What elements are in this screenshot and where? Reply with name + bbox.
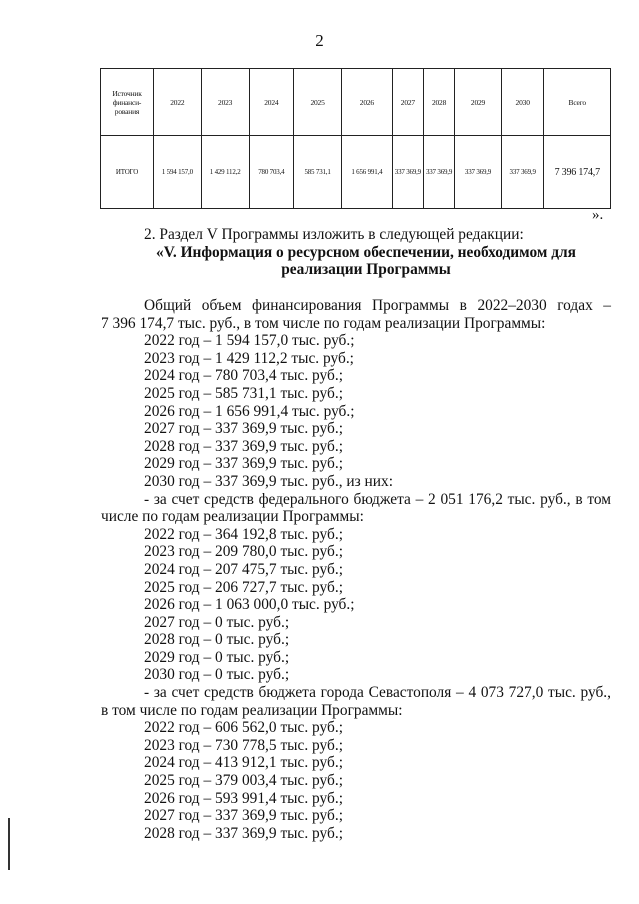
table-cell: 337 369,9	[455, 136, 502, 209]
list-item: 2027 год – 337 369,9 тыс. руб.;	[144, 420, 343, 438]
list-item: 2025 год – 379 003,4 тыс. руб.;	[144, 772, 343, 790]
list-item: 2025 год – 585 731,1 тыс. руб.;	[144, 384, 343, 402]
table-cell: 1 594 157,0	[153, 136, 201, 209]
table-cell: 337 369,9	[423, 136, 454, 209]
list-item: 2022 год – 606 562,0 тыс. руб.;	[144, 719, 343, 737]
list-item: 2029 год – 0 тыс. руб.;	[144, 648, 290, 666]
table-header-cell: 2027	[392, 69, 423, 136]
table-header-cell: Источник финанси-рования	[101, 69, 154, 136]
city-line: в том числе по годам реализации Программы:	[101, 701, 403, 719]
list-item: 2024 год – 207 475,7 тыс. руб.;	[144, 560, 343, 578]
closing-quote: ».	[592, 207, 604, 223]
amendment-line: 2. Раздел V Программы изложить в следующей редакции:	[144, 226, 524, 243]
table-cell: 7 396 174,7	[544, 136, 611, 209]
list-item: 2022 год – 1 594 157,0 тыс. руб.;	[144, 332, 355, 350]
financing-table	[100, 68, 611, 209]
list-item: 2023 год – 209 780,0 тыс. руб.;	[144, 543, 343, 561]
list-item: 2029 год – 337 369,9 тыс. руб.;	[144, 455, 343, 473]
table-header-cell: 2030	[501, 69, 544, 136]
table-header-cell: 2028	[423, 69, 454, 136]
table-cell: 1 429 112,2	[201, 136, 249, 209]
table-cell: ИТОГО	[101, 136, 154, 209]
table-header-cell: 2025	[294, 69, 342, 136]
table-cell: 585 731,1	[294, 136, 342, 209]
list-item: 2024 год – 780 703,4 тыс. руб.;	[144, 367, 343, 385]
federal-line: числе по годам реализации Программы:	[101, 508, 364, 526]
table-row	[101, 136, 611, 209]
list-item: 2028 год – 0 тыс. руб.;	[144, 631, 290, 649]
table-header-cell: 2029	[455, 69, 502, 136]
list-item: 2028 год – 337 369,9 тыс. руб.;	[144, 437, 343, 455]
list-item: 2023 год – 1 429 112,2 тыс. руб.;	[144, 349, 354, 367]
city-line: - за счет средств бюджета города Севастополя – 4 073 727,0 тыс. руб.,	[144, 684, 611, 702]
list-item: 2026 год – 1 063 000,0 тыс. руб.;	[144, 596, 355, 614]
list-item: 2023 год – 730 778,5 тыс. руб.;	[144, 736, 343, 754]
table-cell: 337 369,9	[501, 136, 544, 209]
table-header-cell: Всего	[544, 69, 611, 136]
list-item: 2028 год – 337 369,9 тыс. руб.;	[144, 824, 343, 842]
list-item: 2030 год – 337 369,9 тыс. руб., из них:	[144, 472, 393, 490]
list-item: 2027 год – 0 тыс. руб.;	[144, 613, 290, 631]
body-text	[101, 297, 611, 842]
table-header-row	[101, 69, 611, 136]
table-cell: 1 656 991,4	[341, 136, 392, 209]
list-item: 2030 год – 0 тыс. руб.;	[144, 666, 290, 684]
table-header-cell: 2026	[341, 69, 392, 136]
list-item: 2022 год – 364 192,8 тыс. руб.;	[144, 525, 343, 543]
federal-line: - за счет средств федерального бюджета – 2 051 176,2 тыс. руб., в том	[144, 490, 611, 508]
page-number: 2	[315, 31, 324, 50]
table-cell: 780 703,4	[249, 136, 294, 209]
list-item: 2026 год – 1 656 991,4 тыс. руб.;	[144, 402, 355, 420]
section-heading: «V. Информация о ресурсном обеспечении, необходимом для реализации Программы	[156, 243, 576, 279]
table-header-cell: 2024	[249, 69, 294, 136]
table-header-cell: 2023	[201, 69, 249, 136]
amendment-block	[101, 226, 611, 279]
scan-margin-mark	[8, 818, 10, 870]
list-item: 2026 год – 593 991,4 тыс. руб.;	[144, 789, 343, 807]
list-item: 2025 год – 206 727,7 тыс. руб.;	[144, 578, 343, 596]
list-item: 2027 год – 337 369,9 тыс. руб.;	[144, 807, 343, 825]
intro-line: 7 396 174,7 тыс. руб., в том числе по годам реализации Программы:	[101, 314, 546, 332]
table-cell: 337 369,9	[392, 136, 423, 209]
table-header-cell: 2022	[153, 69, 201, 136]
intro-line: Общий объем финансирования Программы в 2022–2030 годах –	[144, 297, 611, 314]
list-item: 2024 год – 413 912,1 тыс. руб.;	[144, 754, 343, 772]
